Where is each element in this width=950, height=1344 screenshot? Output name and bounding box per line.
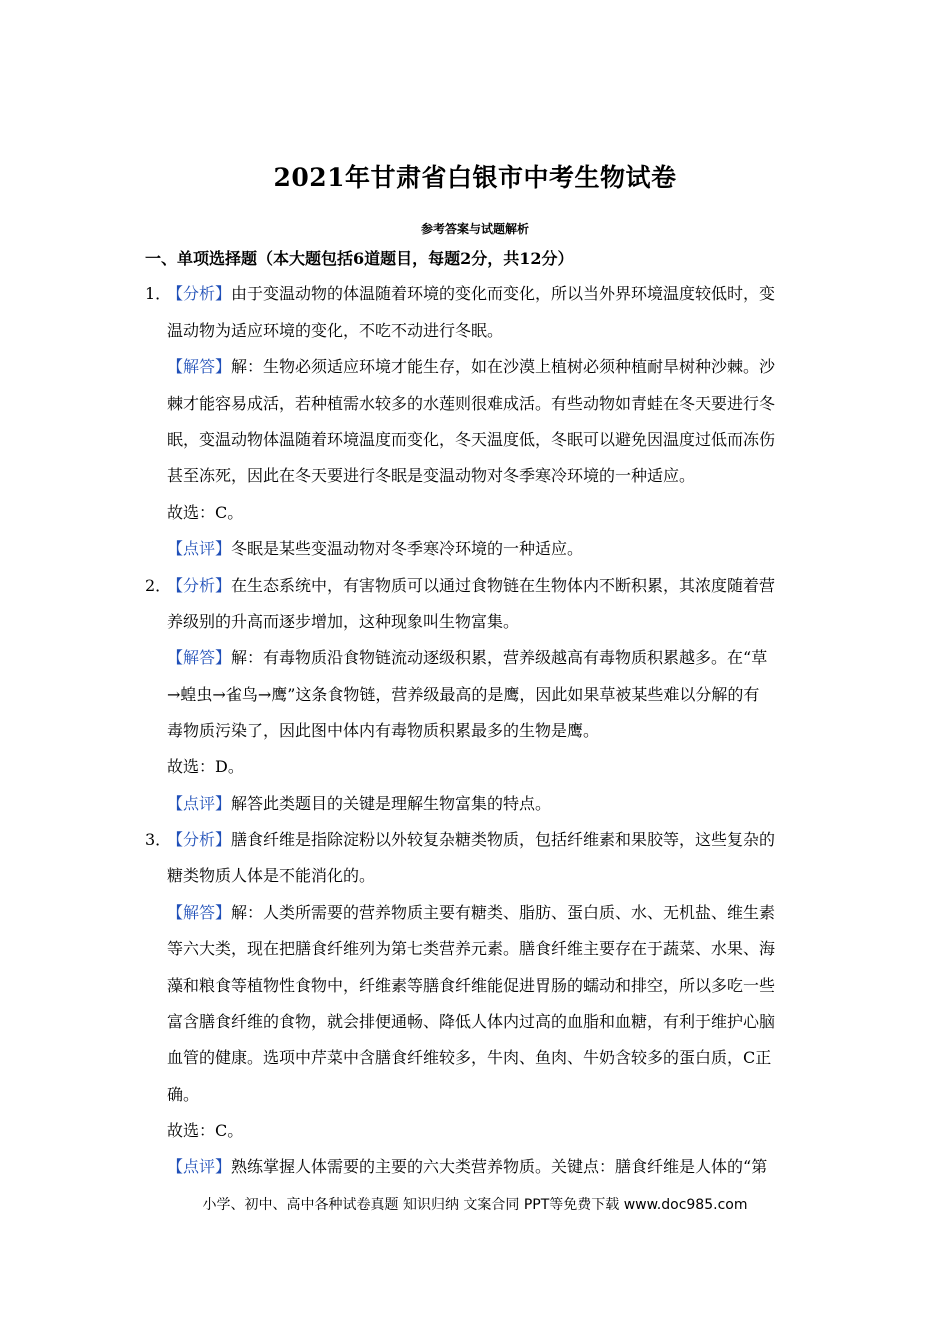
analysis-line: 糖类物质人体是不能消化的。 [167,866,376,885]
answer-line: 等六大类，现在把膳食纤维列为第七类营养元素。膳食纤维主要存在于蔬菜、水果、海 [167,939,776,958]
comment-tag: 【点评】 [167,1157,232,1176]
comment-line: 【点评】解答此类题目的关键是理解生物富集的特点。 [167,794,552,813]
answer-line: 甚至冻死，因此在冬天要进行冬眠是变温动物对冬季寒冷环境的一种适应。 [167,466,696,485]
analysis-line: 温动物为适应环境的变化，不吃不动进行冬眠。 [167,321,504,340]
analysis-line: 【分析】膳食纤维是指除淀粉以外较复杂糖类物质，包括纤维素和果胶等，这些复杂的 [167,830,776,849]
answer-line: 确。 [167,1085,200,1104]
analysis-line: 养级别的升高而逐步增加，这种现象叫生物富集。 [167,612,520,631]
analysis-line: 【分析】在生态系统中，有害物质可以通过食物链在生物体内不断积累，其浓度随着营 [167,576,776,595]
answer-tag: 【解答】 [167,648,232,667]
analysis-line: 【分析】由于变温动物的体温随着环境的变化而变化，所以当外界环境温度较低时，变 [167,284,776,303]
choice-line: 故选：C。 [167,1121,244,1140]
answer-line: 【解答】解：人类所需要的营养物质主要有糖类、脂肪、蛋白质、水、无机盐、维生素 [167,903,776,922]
answer-line: 血管的健康。选项中芹菜中含膳食纤维较多，牛肉、鱼肉、牛奶含较多的蛋白质，C正 [167,1048,772,1067]
page-footer: 小学、初中、高中各种试卷真题 知识归纳 文案合同 PPT等免费下载 www.doc985.com [202,1197,748,1213]
answer-line: 【解答】解：生物必须适应环境才能生存，如在沙漠上植树必须种植耐旱树种沙棘。沙 [167,357,776,376]
page-title: 2021年甘肃省白银市中考生物试卷 [273,163,677,192]
section-heading: 一、单项选择题（本大题包括6道题目，每题2分，共12分） [145,249,574,268]
analysis-tag: 【分析】 [167,830,232,849]
choice-line: 故选：D。 [167,757,244,776]
choice-line: 故选：C。 [167,503,244,522]
page-subtitle: 参考答案与试题解析 [420,222,529,236]
comment-line: 【点评】熟练掌握人体需要的主要的六大类营养物质。关键点：膳食纤维是人体的“第 [167,1157,768,1176]
answer-line: 藻和粮食等植物性食物中，纤维素等膳食纤维能促进胃肠的蠕动和排空，所以多吃一些 [167,976,776,995]
comment-tag: 【点评】 [167,539,232,558]
analysis-tag: 【分析】 [167,284,232,303]
answer-line: 毒物质污染了，因此图中体内有毒物质积累最多的生物是鹰。 [167,721,600,740]
answer-line: 棘才能容易成活，若种植需水较多的水莲则很难成活。有些动物如青蛙在冬天要进行冬 [167,394,776,413]
answer-line: 【解答】解：有毒物质沿食物链流动逐级积累，营养级越高有毒物质积累越多。在“草 [167,648,768,667]
answer-tag: 【解答】 [167,903,232,922]
analysis-tag: 【分析】 [167,576,232,595]
answer-line: 富含膳食纤维的食物，就会排便通畅、降低人体内过高的血脂和血糖，有利于维护心脑 [167,1012,776,1031]
question-number: 2． [145,576,172,595]
comment-tag: 【点评】 [167,794,232,813]
answer-line: →蝗虫→雀鸟→鹰”这条食物链，营养级最高的是鹰，因此如果草被某些难以分解的有 [167,685,760,704]
question-number: 1． [145,284,172,303]
question-number: 3． [145,830,172,849]
answer-line: 眠，变温动物体温随着环境温度而变化，冬天温度低，冬眠可以避免因温度过低而冻伤 [167,430,776,449]
answer-tag: 【解答】 [167,357,232,376]
comment-line: 【点评】冬眠是某些变温动物对冬季寒冷环境的一种适应。 [167,539,584,558]
